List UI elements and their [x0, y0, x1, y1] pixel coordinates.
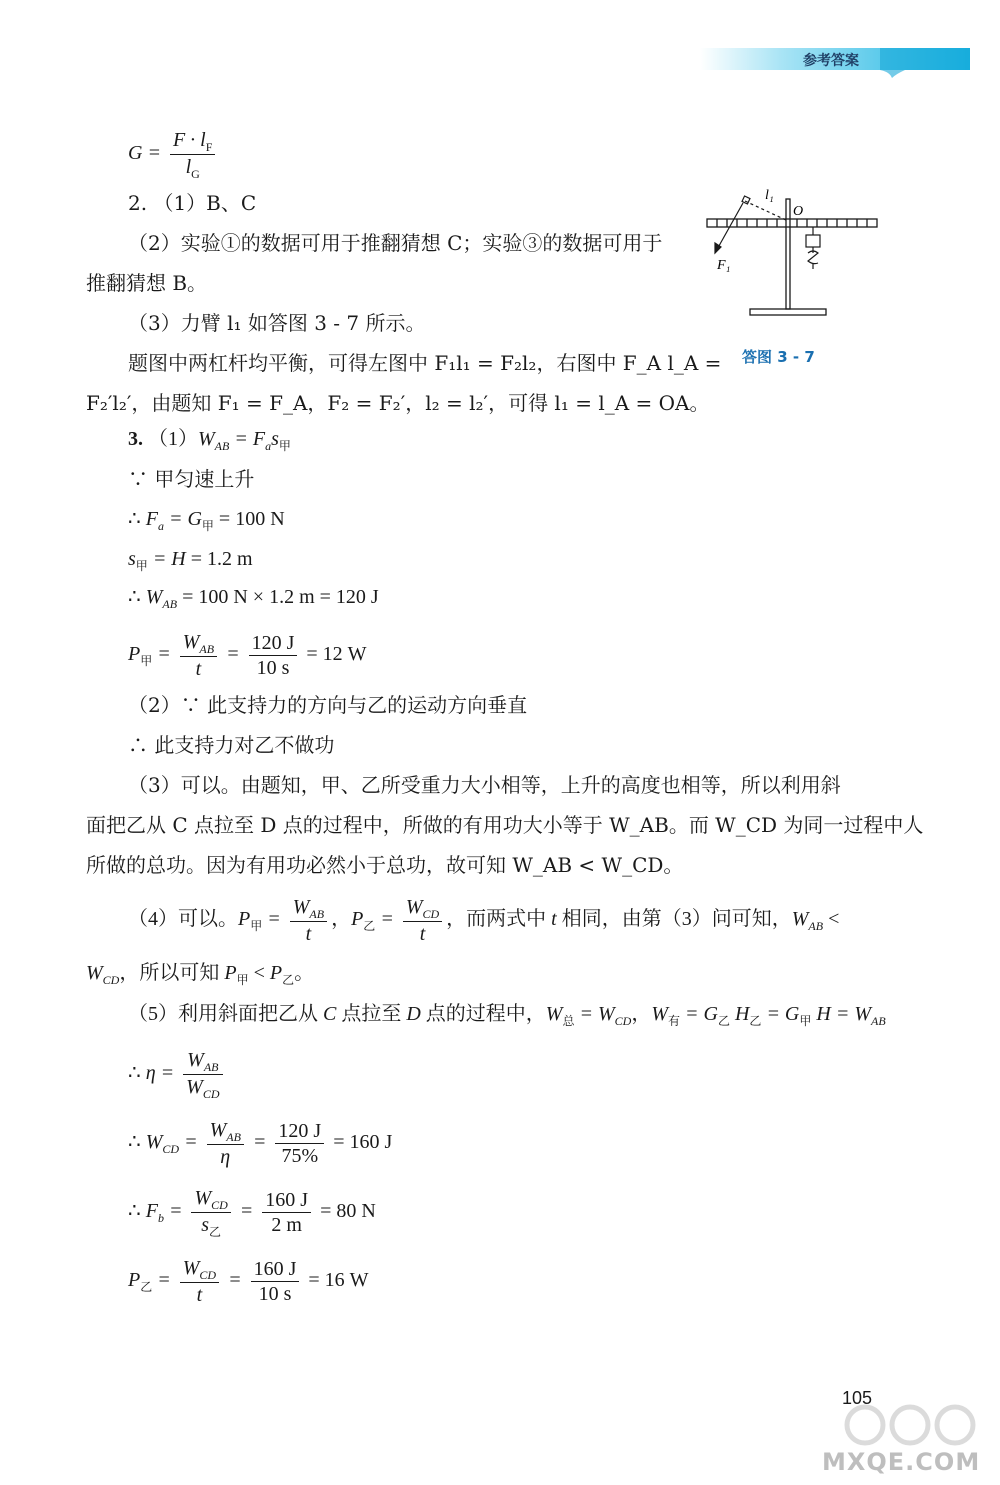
q3-part3-line2: 面把乙从 C 点拉至 D 点的过程中，所做的有用功大小等于 W_AB。而 W_CD 为同一过程中人: [86, 813, 924, 837]
lever-bar: [707, 219, 877, 227]
figure-caption: 答图 3 - 7: [742, 348, 815, 366]
q3-part4-line1: （4）可以。$P_甲$ = $\frac{W_{AB}}{t}$ ，$P_乙$ = $\frac{W_{CD}}{t}$ ，而两式中 t 相同，由第（3）问可知，$W_{AB}$ <: [128, 896, 840, 945]
stand: [750, 199, 826, 315]
q3-part3-line3: 所做的总功。因为有用功必然小于总功，故可知 W_AB < W_CD。: [86, 853, 684, 877]
lever-figure: [695, 183, 885, 323]
label-o: O: [793, 204, 804, 219]
q3-s: $s_甲 = H = 1.2$ m: [128, 548, 253, 573]
label-f1: F₁: [717, 258, 731, 273]
hanging-weights: [806, 227, 820, 269]
q3-p-jia: $P_甲$ = $\frac{W_{AB}}{t}$ = $\frac{120 J}{10 s}$ = 12 W: [128, 631, 367, 680]
q3-fb: ∴ $F_b$ = $\frac{W_{CD}}{s_乙}$ = $\frac{160 J}{2 m}$ = 80 N: [128, 1187, 376, 1239]
q3-p-yi: $P_乙$ = $\frac{W_{CD}}{t}$ = $\frac{160 J}{10 s}$ = 16 W: [128, 1257, 369, 1306]
q3-part3-line1: （3）可以。由题知，甲、乙所受重力大小相等，上升的高度也相等，所以利用斜: [128, 773, 841, 797]
q3-part4-line2: $W_{CD}$，所以可知 $P_甲 < P_乙$。: [86, 962, 315, 987]
q2-part3-line3: F₂′l₂′，由题知 F₁ = F_A，F₂ = F₂′，l₂ = l₂′，可得 l₁ = l_A = OA。: [86, 391, 710, 415]
q3-wab: ∴ $W_{AB} = 100$ N × 1.2 m = 120 J: [128, 586, 379, 611]
q3-part2-line1: （2）∵ 此支持力的方向与乙的运动方向垂直: [128, 693, 528, 717]
q2-part2-line2: 推翻猜想 B。: [86, 271, 208, 295]
q3-part5-line1: （5）利用斜面把乙从 C 点拉至 D 点的过程中，$W_总 = W_{CD}$，$W_有 = G_乙$ $H_乙 = G_甲$ $H = W_{AB}$: [128, 1003, 886, 1028]
label-l1: l₁: [765, 188, 774, 203]
q3-wcd: ∴ $W_{CD}$ = $\frac{W_{AB}}{\eta}$ = $\frac{120 J}{75\%}$ = 160 J: [128, 1119, 393, 1168]
formula-g: G = $\frac{F \cdot l_F}{l_G}$: [128, 128, 219, 181]
q3-eta: ∴ η = $\frac{W_{AB}}{W_{CD}}$: [128, 1048, 227, 1101]
q2-part2-line1: （2）实验①的数据可用于推翻猜想 C；实验③的数据可用于: [128, 231, 663, 255]
q2-part3-line1: （3）力臂 l₁ 如答图 3 - 7 所示。: [128, 311, 426, 335]
q2-part1: 2. （1）B、C: [128, 191, 257, 215]
q3-fa: ∴ $F_a = G_甲 = 100$ N: [128, 508, 285, 533]
q3-part1: 3. $(1)W_{AB} = F_as_甲$: [128, 428, 291, 453]
header-title: 参考答案: [803, 53, 859, 69]
watermark-text: MXQE.COM: [822, 1448, 981, 1476]
page-number: 105: [842, 1388, 873, 1408]
q3-part2-line2: ∴ 此支持力对乙不做功: [128, 733, 335, 757]
q3-because: ∵ 甲匀速上升: [128, 467, 255, 491]
q2-part3-line2: 题图中两杠杆均平衡，可得左图中 F₁l₁ = F₂l₂，右图中 F_A l_A =: [128, 351, 722, 375]
